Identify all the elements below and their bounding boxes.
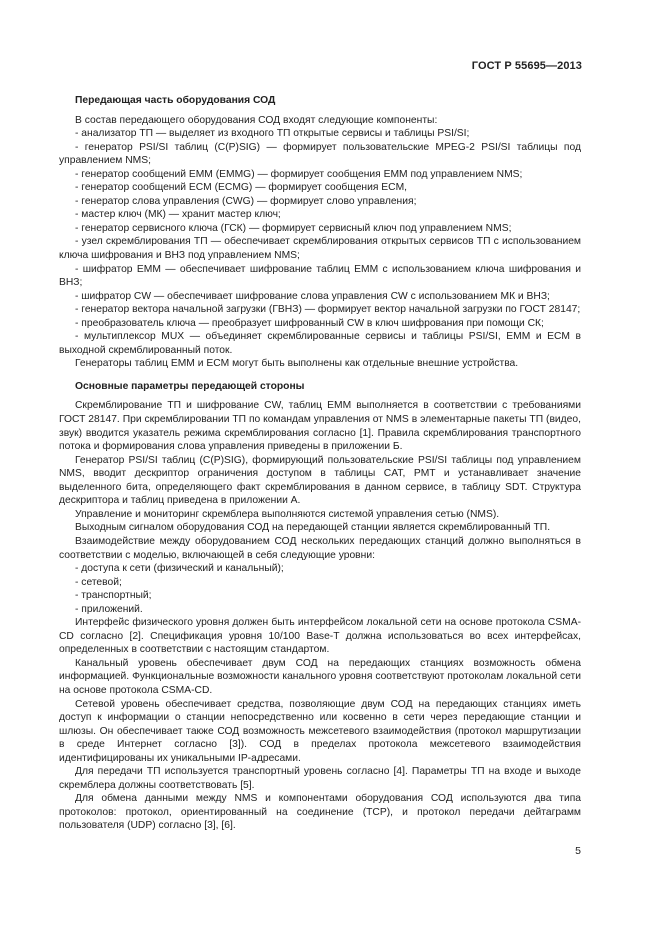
page-number: 5 xyxy=(575,845,581,857)
paragraph: Канальный уровень обеспечивает двум СОД на передающих станциях возможность обмена информацией. Функциональные возможности канального уровня соответствуют протоколам локальной сети на основе протокола CSMA-CD. xyxy=(59,657,581,696)
paragraph: Для обмена данными между NMS и компонентами оборудования СОД используются два типа протоколов: протокол, ориентированный на соединение (TCP), и протокол передачи дейтаграмм пользователя (UDP) согласно [3], [6]. xyxy=(59,793,581,832)
list-item: - генератор сообщений ECM (ECMG) — формирует сообщения ECM, xyxy=(75,182,408,194)
paragraph: Скремблирование ТП и шифрование CW, таблиц EMM выполняется в соответствии с требованиями ГОСТ 28147. При скремблировании ТП по командам управления от NMS в элементарные пакеты ТП (видео, звук) вводится указатель режима скремблирования согласно [1]. Правила скремблирования транспортного потока и формирования слова управления приведены в приложении Б. xyxy=(59,400,581,453)
paragraph: Интерфейс физического уровня должен быть интерфейсом локальной сети на основе протокола CSMA-CD согласно [2]. Спецификация уровня 10/100 Base-T должна использоваться во всех интерфейсах, определенных в соответствии с настоящим стандартом. xyxy=(59,617,581,656)
paragraph: Сетевой уровень обеспечивает средства, позволяющие двум СОД на передающих станциях иметь доступ к информации о станции непосредственно или косвенно в сети через передающие станции и шлюзы. Он обеспечивает также СОД возможность межсетевого взаимодействия (протокол маршрутизации в среде Интернет согласно [3]). СОД в пределах протокола межсетевого взаимодействия идентифицированы их уникальными IP-адресами. xyxy=(59,698,581,764)
paragraph: Генератор PSI/SI таблиц (C(P)SIG), формирующий пользовательские PSI/SI таблицы под управлением NMS, вводит дескриптор ограничения доступом в таблицы CAT, PMT и устанавливает значение выделенного бита, определяющего факт скремблирования в данном сервисе, в таблицу SDT. Структура дескриптора и таблиц приведена в приложении А. xyxy=(59,454,581,507)
list-item: - генератор слова управления (CWG) — формирует слово управления; xyxy=(75,195,417,207)
section-title-transmitting-parameters: Основные параметры передающей стороны xyxy=(75,380,305,392)
paragraph: Генераторы таблиц EMM и ECM могут быть выполнены как отдельные внешние устройства. xyxy=(75,358,519,370)
list-item: - приложений. xyxy=(75,603,143,615)
list-item: - мастер ключ (МК) — хранит мастер ключ; xyxy=(75,209,281,221)
list-item: - доступа к сети (физический и канальный); xyxy=(75,563,284,575)
section-title-transmitting-equipment: Передающая часть оборудования СОД xyxy=(75,95,276,106)
paragraph: Взаимодействие между оборудованием СОД нескольких передающих станций должно выполняться в соответствии с моделью, включающей в себя следующие уровни: xyxy=(59,535,581,561)
paragraph: В состав передающего оборудования СОД входят следующие компоненты: xyxy=(75,114,438,126)
list-item: - преобразователь ключа — преобразует шифрованный CW в ключ шифрования при помощи СК; xyxy=(75,317,544,329)
list-item: - шифратор CW — обеспечивает шифрование слова управления CW с использованием МК и ВНЗ; xyxy=(75,290,550,302)
document-standard-header: ГОСТ Р 55695—2013 xyxy=(471,60,582,72)
document-body xyxy=(59,94,581,833)
list-item: - анализатор ТП — выделяет из входного ТП открытые сервисы и таблицы PSI/SI; xyxy=(75,128,470,140)
list-item: - шифратор EMM — обеспечивает шифрование таблиц EMM с использованием ключа шифрования и ВНЗ; xyxy=(59,263,581,289)
list-item: - генератор сообщений EMM (EMMG) — формирует сообщения EMM под управлением NMS; xyxy=(75,168,523,180)
list-item: - генератор PSI/SI таблиц (C(P)SIG) — формирует пользовательские MPEG-2 PSI/SI таблицы под управлением NMS; xyxy=(59,141,581,167)
paragraph: Для передачи ТП используется транспортный уровень согласно [4]. Параметры ТП на входе и выходе скремблера должны соответствовать [5]. xyxy=(59,766,581,791)
list-item: - генератор вектора начальной загрузки (ГВНЗ) — формирует вектор начальной загрузки по ГОСТ 28147; xyxy=(75,304,581,316)
paragraph: Управление и мониторинг скремблера выполняются системой управления сетью (NMS). xyxy=(75,508,500,520)
list-item: - транспортный; xyxy=(75,590,152,602)
list-item: - генератор сервисного ключа (ГСК) — формирует сервисный ключ под управлением NMS; xyxy=(75,222,512,234)
list-item: - мультиплексор MUX — объединяет скремблированные сервисы и таблицы PSI/SI, EMM и ECM в выходной скремблированный поток. xyxy=(59,331,581,356)
list-item: - узел скремблирования ТП — обеспечивает скремблирования открытых сервисов ТП с использованием ключа шифрования и ВНЗ под управлением NMS; xyxy=(59,236,581,262)
paragraph: Выходным сигналом оборудования СОД на передающей станции является скремблированный ТП. xyxy=(75,522,551,534)
list-item: - сетевой; xyxy=(75,576,122,588)
